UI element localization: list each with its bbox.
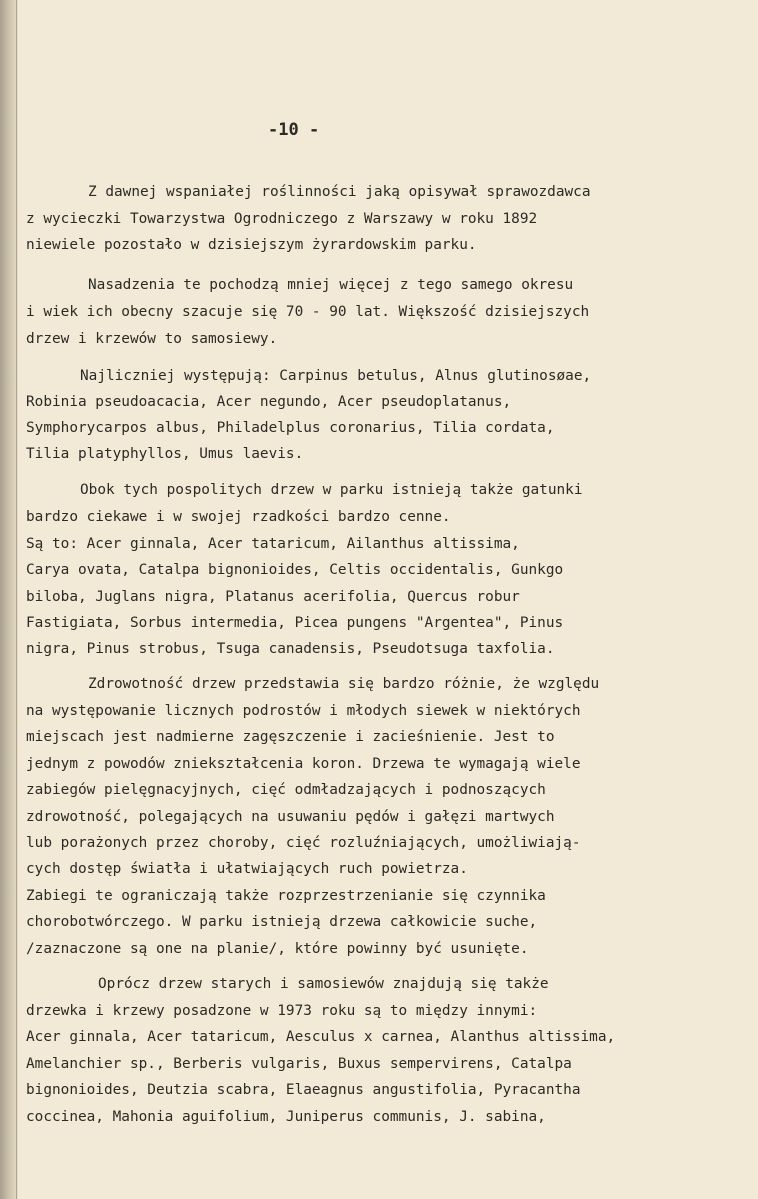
page-number: -10 - — [268, 120, 320, 140]
text-line: cych dostęp światła i ułatwiających ruch powietrza. — [26, 861, 468, 877]
text-line: Amelanchier sp., Berberis vulgaris, Buxus sempervirens, Catalpa — [26, 1056, 572, 1072]
text-line: Obok tych pospolitych drzew w parku istnieją także gatunki — [80, 482, 583, 498]
text-line: Najliczniej występują: Carpinus betulus, Alnus glutinosøae, — [80, 368, 592, 384]
text-line: zdrowotność, polegających na usuwaniu pędów i gałęzi martwych — [26, 809, 555, 825]
text-line: i wiek ich obecny szacuje się 70 - 90 lat. Większość dzisiejszych — [26, 304, 590, 320]
text-line: Acer ginnala, Acer tataricum, Aesculus x carnea, Alanthus altissima, — [26, 1029, 616, 1045]
text-line: bardzo ciekawe i w swojej rzadkości bardzo cenne. — [26, 509, 451, 525]
text-line: /zaznaczone są one na planie/, które powinny być usunięte. — [26, 941, 529, 957]
text-line: Robinia pseudoacacia, Acer negundo, Acer pseudoplatanus, — [26, 394, 512, 410]
text-line: jednym z powodów zniekształcenia koron. Drzewa te wymagają wiele — [26, 756, 581, 772]
text-line: nigra, Pinus strobus, Tsuga canadensis, Pseudotsuga taxfolia. — [26, 641, 555, 657]
text-line: Carya ovata, Catalpa bignonioides, Celtis occidentalis, Gunkgo — [26, 562, 564, 578]
text-line: niewiele pozostało w dzisiejszym żyrardowskim parku. — [26, 237, 477, 253]
text-line: lub porażonych przez choroby, cięć rozluźniających, umożliwiają- — [26, 835, 581, 851]
text-line: chorobotwórczego. W parku istnieją drzewa całkowicie suche, — [26, 914, 538, 930]
text-line: Są to: Acer ginnala, Acer tataricum, Ailanthus altissima, — [26, 536, 520, 552]
text-line: z wycieczki Towarzystwa Ogrodniczego z Warszawy w roku 1892 — [26, 211, 538, 227]
text-line: na występowanie licznych podrostów i młodych siewek w niektórych — [26, 703, 581, 719]
text-line: coccinea, Mahonia aguifolium, Juniperus communis, J. sabina, — [26, 1109, 546, 1125]
text-line: Nasadzenia te pochodzą mniej więcej z tego samego okresu — [88, 277, 574, 293]
text-line: Symphorycarpos albus, Philadelplus coronarius, Tilia cordata, — [26, 420, 555, 436]
text-line: miejscach jest nadmierne zagęszczenie i zacieśnienie. Jest to — [26, 729, 555, 745]
text-line: Zabiegi te ograniczają także rozprzestrzenianie się czynnika — [26, 888, 546, 904]
text-line: Zdrowotność drzew przedstawia się bardzo różnie, że względu — [88, 676, 600, 692]
text-line: bignonioides, Deutzia scabra, Elaeagnus angustifolia, Pyracantha — [26, 1082, 581, 1098]
page-edge-line — [16, 0, 17, 1199]
text-line: Oprócz drzew starych i samosiewów znajdują się także — [98, 976, 549, 992]
text-line: drzewka i krzewy posadzone w 1973 roku są to między innymi: — [26, 1003, 538, 1019]
text-line: Tilia platyphyllos, Umus laevis. — [26, 446, 304, 462]
text-line: Fastigiata, Sorbus intermedia, Picea pungens "Argentea", Pinus — [26, 615, 564, 631]
text-line: zabiegów pielęgnacyjnych, cięć odmładzających i podnoszących — [26, 782, 546, 798]
text-line: drzew i krzewów to samosiewy. — [26, 331, 278, 347]
text-line: biloba, Juglans nigra, Platanus acerifolia, Quercus robur — [26, 589, 520, 605]
text-line: Z dawnej wspaniałej roślinności jaką opisywał sprawozdawca — [88, 184, 591, 200]
